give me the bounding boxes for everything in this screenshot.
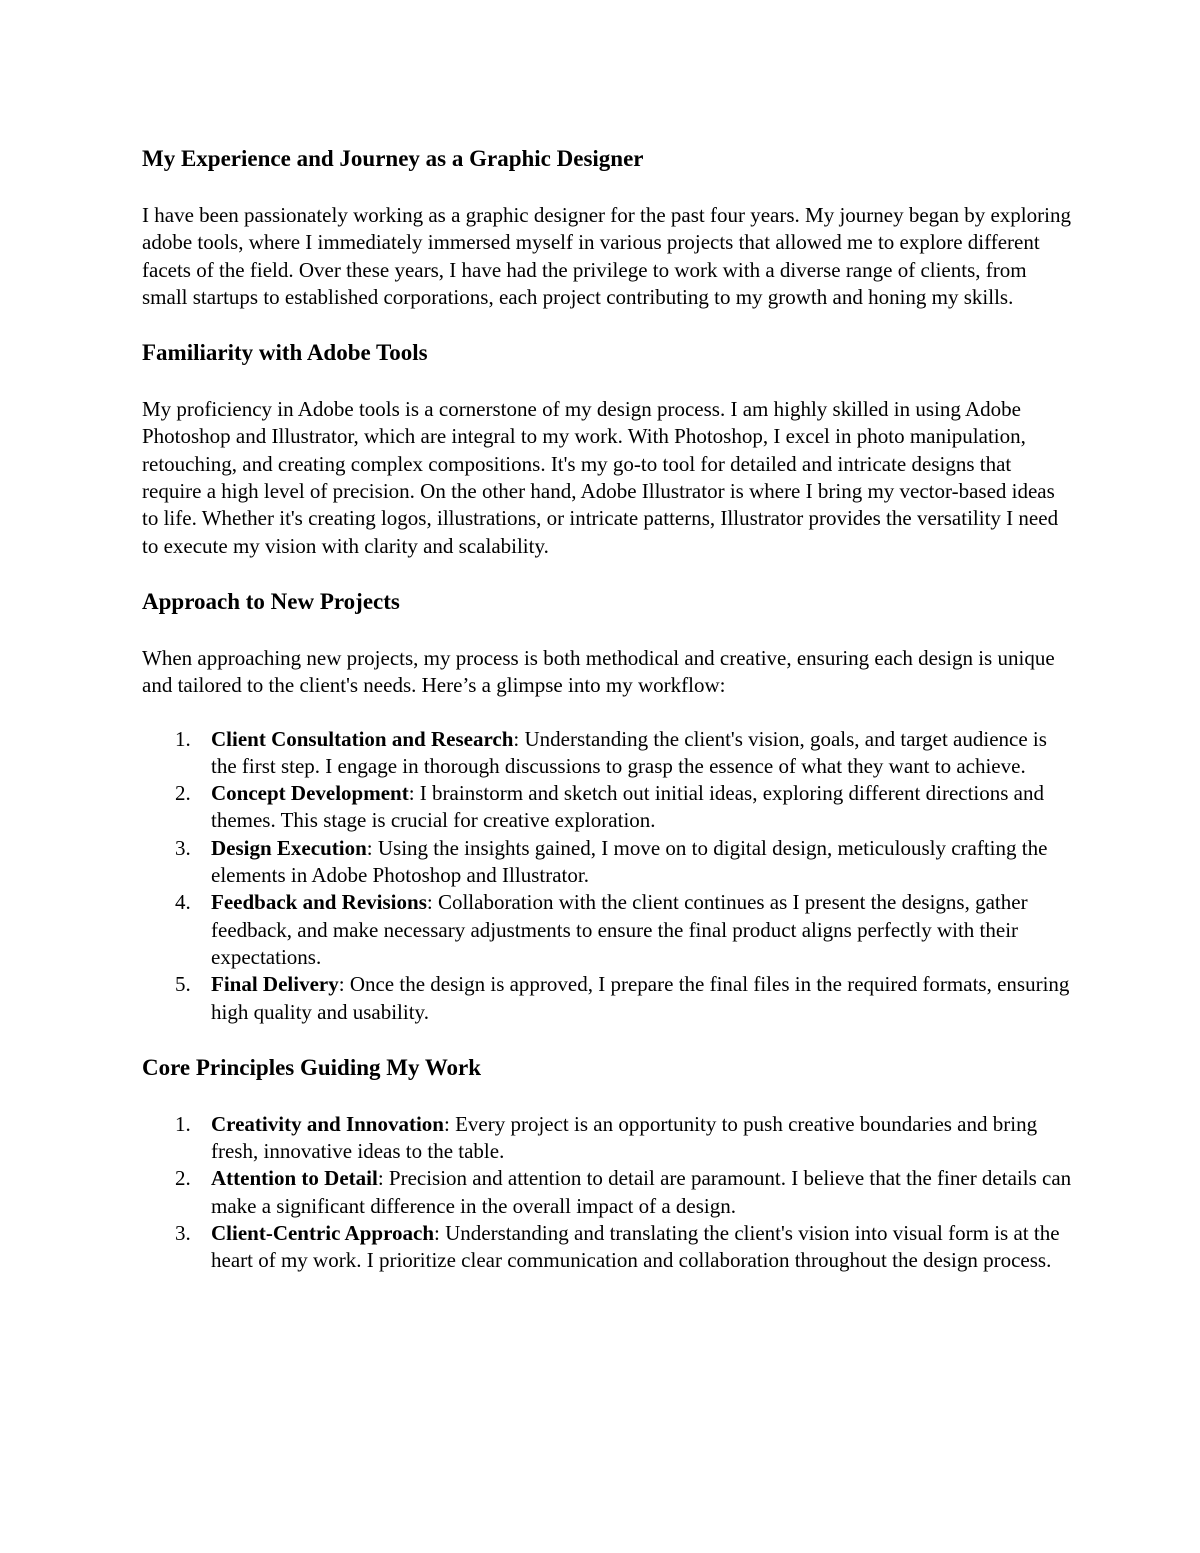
list-item-term: Creativity and Innovation xyxy=(211,1111,444,1136)
list-item-text: : Once the design is approved, I prepare the final files in the required formats, ensuring high quality and usability. xyxy=(211,972,1070,1024)
workflow-list xyxy=(142,726,1072,1026)
list-item-number: 2. xyxy=(175,1166,191,1191)
list-item xyxy=(142,726,1072,781)
list-item-term: Final Delivery xyxy=(211,972,339,997)
list-item-term: Concept Development xyxy=(211,781,409,806)
section-heading-approach: Approach to New Projects xyxy=(142,588,400,614)
list-item-term: Attention to Detail xyxy=(211,1166,378,1191)
list-item-number: 1. xyxy=(175,726,191,751)
list-item-text: : Understanding the client's vision, goals, and target audience is the first step. I engage in thorough discussions to grasp the essence of what they want to achieve. xyxy=(211,726,1047,778)
section-paragraph-experience: I have been passionately working as a graphic designer for the past four years. My journey began by exploring adobe tools, where I immediately immersed myself in various projects that allowed me to explore different facets of the field. Over these years, I have had the privilege to work with a diverse range of clients, from small startups to established corporations, each project contributing to my growth and honing my skills. xyxy=(142,203,1071,309)
section-paragraph-adobe-tools: My proficiency in Adobe tools is a cornerstone of my design process. I am highly skilled in using Adobe Photoshop and Illustrator, which are integral to my work. With Photoshop, I excel in photo manipulation, retouching, and creating complex compositions. It's my go-to tool for detailed and intricate designs that require a high level of precision. On the other hand, Adobe Illustrator is where I bring my vector-based ideas to life. Whether it's creating logos, illustrations, or intricate patterns, Illustrator provides the versatility I need to execute my vision with clarity and scalability. xyxy=(142,397,1059,558)
list-item-number: 5. xyxy=(175,972,191,997)
list-item xyxy=(142,780,1072,835)
list-item xyxy=(142,1220,1072,1275)
list-item-text: : Collaboration with the client continues as I present the designs, gather feedback, and make necessary adjustments to ensure the final product aligns perfectly with their expectations. xyxy=(211,890,1028,969)
list-item-text: : Every project is an opportunity to push creative boundaries and bring fresh, innovative ideas to the table. xyxy=(211,1111,1038,1164)
section-paragraph-approach: When approaching new projects, my process is both methodical and creative, ensuring each design is unique and tailored to the client's needs. Here’s a glimpse into my workflow: xyxy=(142,645,1055,698)
list-item xyxy=(142,1111,1072,1166)
list-item xyxy=(142,1165,1072,1220)
list-item-text: : Using the insights gained, I move on to digital design, meticulously crafting the elements in Adobe Photoshop and Illustrator. xyxy=(211,835,1048,888)
list-item-number: 4. xyxy=(175,890,191,915)
list-item-term: Feedback and Revisions xyxy=(211,890,427,915)
list-item-term: Client Consultation and Research xyxy=(211,726,514,751)
section-heading-adobe-tools: Familiarity with Adobe Tools xyxy=(142,340,428,366)
list-item xyxy=(142,889,1072,971)
list-item-number: 3. xyxy=(175,1221,191,1246)
list-item-text: : Understanding and translating the client's vision into visual form is at the heart of my work. I prioritize clear communication and collaboration throughout the design process. xyxy=(211,1221,1060,1273)
list-item-text: : I brainstorm and sketch out initial ideas, exploring different directions and themes. This stage is crucial for creative exploration. xyxy=(211,781,1044,833)
principles-list xyxy=(142,1111,1072,1275)
list-item-number: 1. xyxy=(175,1111,191,1136)
section-heading-experience: My Experience and Journey as a Graphic Designer xyxy=(142,146,644,171)
section-heading-core-principles: Core Principles Guiding My Work xyxy=(142,1054,482,1080)
list-item-term: Design Execution xyxy=(211,835,367,860)
list-item xyxy=(142,835,1072,890)
list-item-text: : Precision and attention to detail are paramount. I believe that the finer details can make a significant difference in the overall impact of a design. xyxy=(211,1166,1072,1218)
list-item-number: 3. xyxy=(175,835,191,860)
list-item xyxy=(142,971,1072,1026)
list-item-term: Client-Centric Approach xyxy=(211,1221,435,1246)
list-item-number: 2. xyxy=(175,781,191,806)
document-page xyxy=(142,143,1072,1275)
